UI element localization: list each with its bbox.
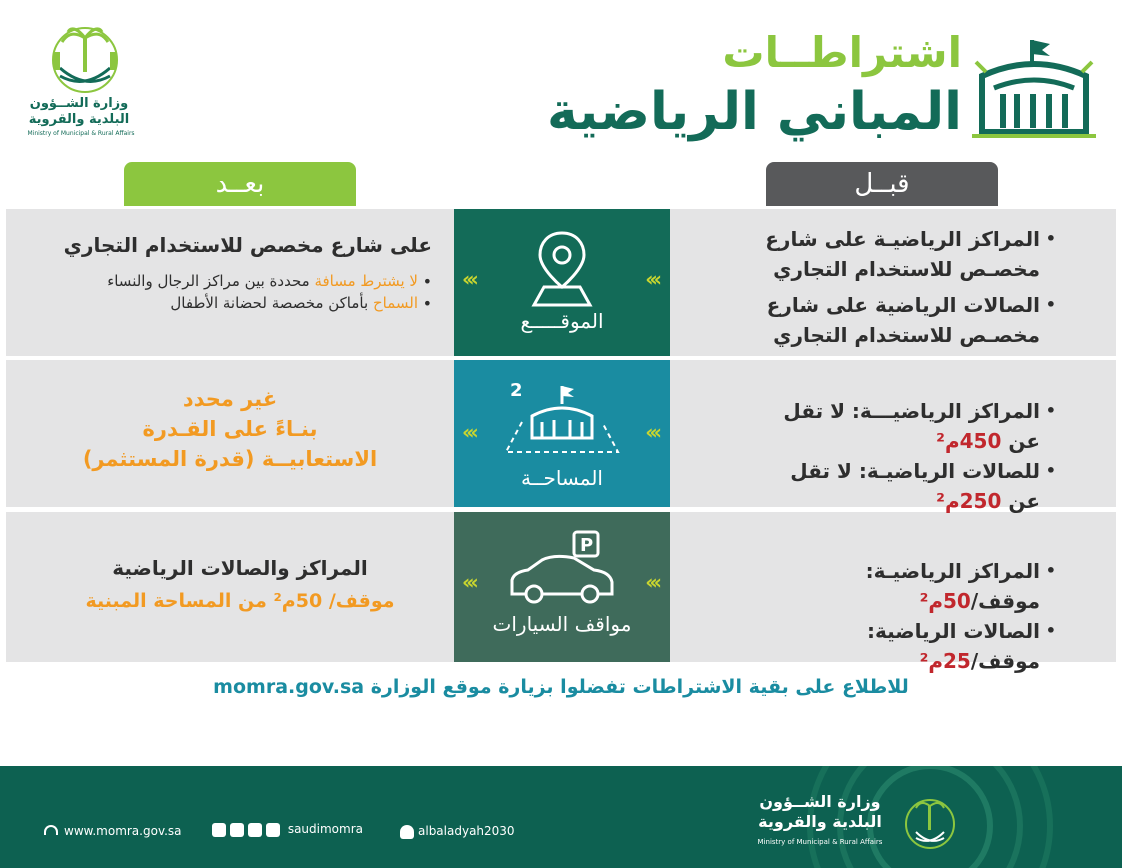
footer-website[interactable]: www.momra.gov.sa [44,824,182,838]
parking-before-list [756,556,1056,676]
ministry-logo [30,18,140,148]
column-header-after: بعــد [124,162,356,206]
list-item: • الصالات الرياضية: موقف/25م² [756,616,1056,676]
location-after-list [12,272,432,312]
svg-text:P: P [580,535,594,556]
twitter-icon [230,823,244,837]
chevron-left-icon: ‹‹‹ [645,570,658,594]
ministry-name-ar: وزارة الشــؤون البلدية والقروية [28,96,130,127]
car-parking-icon [502,528,622,608]
label-area: المساحــة [521,466,603,490]
site-link[interactable]: momra.gov.sa [213,676,365,698]
chevron-left-icon: ‹‹‹ [462,267,475,291]
map-pin-icon [530,229,594,309]
cell-parking [454,512,670,662]
chevron-left-icon: ‹‹‹ [462,570,475,594]
column-header-before: قبــل [766,162,998,206]
area-number: 2 [510,380,523,401]
palm-swords-icon [30,18,140,98]
list-item: • المراكز الرياضيـة: موقف/50م² [756,556,1056,616]
area-after-text: غير محدد بنـاءً على القـدرة الاستعابيــة (قدرة المستثمر) [82,387,378,471]
footer-social[interactable]: saudimomra [212,822,363,837]
location-before-list [756,224,1056,350]
footer [0,766,1122,868]
youtube-icon [266,823,280,837]
footer-ministry-name: وزارة الشــؤون البلدية والقروية Ministry of Municipal & Rural Affairs [757,792,883,846]
list-item: • المراكز الرياضيـــة: لا تقل عن 450م² [756,396,1056,456]
location-after-main: على شارع مخصص للاستخدام التجاري [63,233,432,257]
chevron-left-icon: ‹‹‹ [645,420,658,444]
list-item: • للصالات الرياضيـة: لا تقل عن 250م² [756,456,1056,516]
footer-logo-icon [900,790,960,854]
title-line1: اشتراطــات [722,28,962,77]
cell-location [454,209,670,356]
list-item: • المراكز الرياضيـة على شارع مخصـص للاستخدام التجاري [756,224,1056,284]
label-parking: مواقف السيارات [492,612,632,636]
wifi-icon [44,825,58,835]
visit-site-line: للاطلاع على بقية الاشتراطات تفضلوا بزيارة موقع الوزارة momra.gov.sa [213,676,909,698]
ministry-name-en: Ministry of Municipal & Rural Affairs [27,130,135,137]
chevron-left-icon: ‹‹‹ [645,267,658,291]
list-item: • الصالات الرياضية على شارع مخصـص للاستخدام التجاري [756,290,1056,350]
footer-snapchat[interactable]: albaladyah2030 [400,824,515,839]
facebook-icon [212,823,226,837]
parking-after-text: المراكز والصالات الرياضية موقف/ 50م² من المساحة المبنية [85,556,395,612]
instagram-icon [248,823,262,837]
list-item: • السماح بأماكن مخصصة لحضانة الأطفال [12,294,432,312]
snapchat-icon [400,825,414,839]
list-item: • لا يشترط مسافة محددة بين مراكز الرجال والنساء [12,272,432,290]
cell-area [454,360,670,507]
area-before-list [756,396,1056,516]
page-title: المباني الرياضية [547,82,962,142]
stadium-icon [972,32,1096,144]
chevron-left-icon: ‹‹‹ [462,420,475,444]
label-location: الموقـــــع [520,309,604,333]
